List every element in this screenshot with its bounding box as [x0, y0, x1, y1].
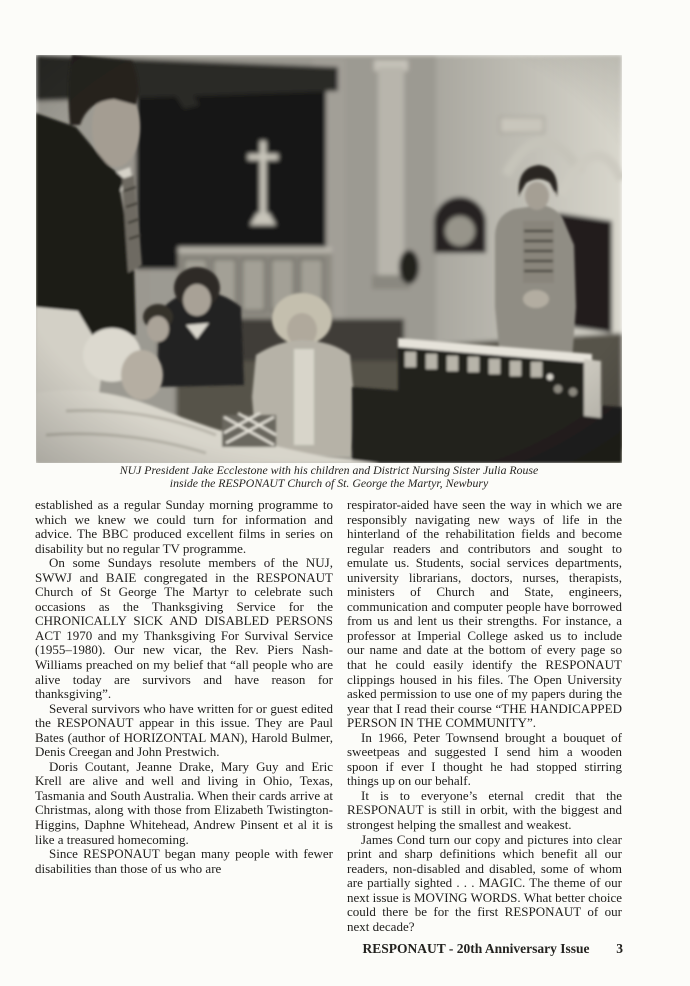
- photo-caption-line1: NUJ President Jake Ecclestone with his children and District Nursing Sister Julia Rouse: [119, 463, 539, 477]
- paragraph-right-3: It is to everyone’s eternal credit that the RESPONAUT is still in orbit, with the biggest and strongest helping the smallest and weakest.: [347, 787, 622, 833]
- paragraph-left-5: Since RESPONAUT began many people with fewer disabilities than those of us who are: [35, 846, 333, 876]
- paragraph-left-4: Doris Coutant, Jeanne Drake, Mary Guy and Eric Krell are alive and well and living in Ohio, Texas, Tasmania and South Australia. When their cards arrive at Christmas, along with those from Elizabeth Twistington-Higgins, Daphne Whitehead, Andrew Pinsent et al it is like a treasured homecoming.: [35, 758, 333, 847]
- paragraph-right-4: James Cond turn our copy and pictures into clear print and sharp definitions which benefit all our readers, non-disabled and disabled, some of whom are partially sighted . . . MAGIC. The theme of our next issue is MOVING WORDS. What better choice could there be for the first RESPONAUT of our next decade?: [347, 831, 622, 934]
- photo-caption: [36, 464, 622, 490]
- paragraph-left-2: On some Sundays resolute members of the NUJ, SWWJ and BAIE congregated in the RESPONAUT Church of St George The Martyr to celebrate such occasions as the Thanksgiving Service for the CHRONICALLY SICK AND DISABLED PERSONS ACT 1970 and my Thanksgiving For Survival Service (1955–1980). Our new vicar, the Rev. Piers Nash-Williams preached on my belief that “all people who are alive today are survivors and have reason for thanksgiving”.: [35, 555, 333, 702]
- body-columns: [35, 498, 622, 934]
- left-column: [35, 498, 333, 934]
- footer-title: RESPONAUT - 20th Anniversary Issue: [362, 941, 590, 956]
- paragraph-right-1: respirator-aided have seen the way in which we are responsibly navigating new ways of life in the hinterland of the rehabilitation fields and become regular readers and contributors and sought to emulate us. Students, social services departments, university librarians, doctors, nurses, therapists, ministers of Church and State, engineers, communication and computer people have borrowed from us and lent us their strengths. For instance, a professor at Imperial College asked us to include our name and date at the bottom of every page so that he could easily identify the RESPONAUT clippings housed in his files. The Open University asked permission to use one of my papers during the year that I read their course “THE HANDICAPPED PERSON IN THE COMMUNITY”.: [347, 497, 622, 731]
- page-footer: [347, 941, 623, 957]
- paragraph-left-1: established as a regular Sunday morning programme to which we knew we could turn for information and advice. The BBC produced excellent films in series on disability but no regular TV programme.: [35, 497, 333, 556]
- paragraph-left-3: Several survivors who have written for or guest edited the RESPONAUT appear in this issue. They are Paul Bates (author of HORIZONTAL MAN), Harold Bulmer, Denis Creegan and John Prestwich.: [35, 700, 333, 760]
- page-number: 3: [616, 941, 623, 956]
- right-column: [347, 498, 622, 934]
- church-service-photo: [36, 55, 622, 463]
- photo-caption-line2: inside the RESPONAUT Church of St. George the Martyr, Newbury: [169, 476, 489, 490]
- photo-vignette: [36, 55, 622, 463]
- photo-foreground: [36, 55, 622, 463]
- paragraph-right-2: In 1966, Peter Townsend brought a bouquet of sweetpeas and suggested I send him a wooden spoon if ever I thought he had stopped stirring things up on our behalf.: [347, 729, 622, 789]
- photo-figure: [36, 55, 622, 463]
